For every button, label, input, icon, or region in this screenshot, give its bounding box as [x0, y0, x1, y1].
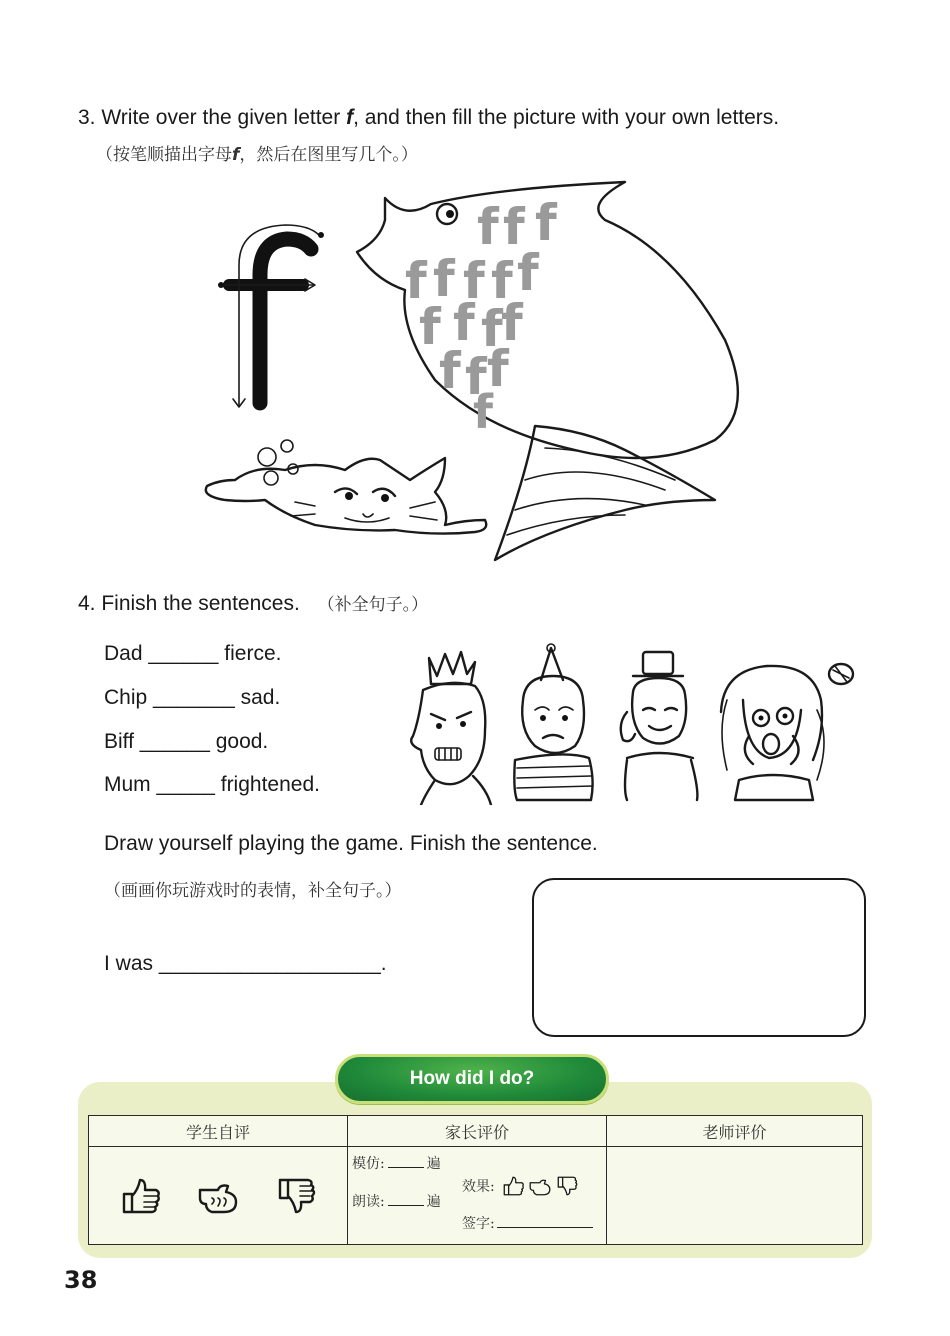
parent-eval-cell	[348, 1147, 607, 1245]
fish-pupil	[446, 210, 454, 218]
svg-text:f: f	[487, 340, 509, 398]
teacher-eval-cell[interactable]	[607, 1147, 863, 1245]
q3-title	[78, 106, 779, 130]
svg-text:f: f	[405, 252, 427, 310]
dad-fierce-face	[411, 652, 491, 805]
imitate-unit: 遍	[426, 1156, 441, 1172]
cat-drawing	[206, 440, 486, 534]
student-self-eval-cell	[89, 1147, 348, 1245]
header-student: 学生自评	[89, 1116, 348, 1147]
svg-text:f: f	[481, 300, 503, 358]
evaluation-table	[88, 1115, 863, 1245]
drawing-box[interactable]	[532, 878, 866, 1037]
effect-thumbs-side-icon[interactable]	[528, 1175, 552, 1197]
read-row	[352, 1191, 441, 1211]
header-parent: 家长评价	[348, 1116, 607, 1147]
q3-subtitle	[96, 140, 418, 165]
q3-title-letter: f	[346, 106, 354, 129]
q3-title-text: 3. Write over the given letter	[78, 106, 341, 129]
character-faces	[395, 640, 865, 805]
svg-text:f: f	[517, 244, 539, 302]
read-count-field[interactable]	[388, 1205, 424, 1206]
svg-text:f: f	[433, 250, 455, 308]
svg-text:f: f	[419, 298, 441, 356]
fish-cat-illustration	[195, 180, 755, 575]
q3-sub-pre: （按笔顺描出字母	[96, 145, 232, 165]
sentence-2[interactable]: Chip _______ sad.	[104, 686, 281, 709]
chip-sad-face	[514, 644, 593, 800]
q4-title	[78, 590, 428, 616]
svg-text:f: f	[465, 348, 487, 406]
effect-row	[462, 1175, 579, 1197]
sentence-3[interactable]: Biff ______ good.	[104, 730, 269, 753]
fish-tail-lines	[507, 448, 675, 535]
fish-tail	[495, 426, 715, 560]
svg-text:f: f	[503, 198, 525, 256]
q3-sub-post: ，然后在图里写几个。）	[239, 145, 418, 165]
q3-sub-letter: f	[232, 145, 240, 165]
sentence-4[interactable]: Mum _____ frightened.	[104, 773, 320, 796]
sign-field[interactable]	[497, 1227, 593, 1228]
fish-filled-letters	[405, 194, 558, 439]
svg-text:f: f	[477, 198, 499, 256]
effect-thumbs-down-icon[interactable]	[555, 1175, 579, 1197]
svg-text:f: f	[439, 342, 461, 400]
imitate-row	[352, 1153, 441, 1173]
q4-subtitle: （补全句子。）	[317, 595, 429, 615]
header-teacher: 老师评价	[607, 1116, 863, 1147]
effect-thumbs-up-icon[interactable]	[501, 1175, 525, 1197]
read-unit: 遍	[426, 1194, 441, 1210]
svg-text:f: f	[453, 294, 475, 352]
draw-subtitle: （画画你玩游戏时的表情，补全句子。）	[104, 881, 402, 901]
evaluation-title: How did I do?	[335, 1054, 609, 1104]
mum-frightened-face	[721, 664, 853, 800]
svg-text:f: f	[535, 194, 557, 252]
effect-label: 效果:	[462, 1179, 495, 1195]
thumbs-up-icon[interactable]	[118, 1176, 162, 1216]
page-number: 38	[64, 1266, 98, 1294]
q4-title-text: 4. Finish the sentences.	[78, 592, 300, 615]
thumbs-down-icon[interactable]	[274, 1176, 318, 1216]
q3-title-rest: , and then fill the picture with your own letters.	[353, 106, 780, 129]
svg-text:f: f	[491, 252, 513, 310]
sentence-1[interactable]: Dad ______ fierce.	[104, 642, 282, 665]
imitate-count-field[interactable]	[388, 1167, 424, 1168]
imitate-label: 模仿:	[352, 1156, 385, 1172]
thumbs-side-icon[interactable]	[196, 1176, 240, 1216]
read-label: 朗读:	[352, 1194, 385, 1210]
sign-row	[462, 1213, 593, 1233]
draw-title: Draw yourself playing the game. Finish the sentence.	[104, 832, 598, 855]
draw-sentence[interactable]: I was ___________________.	[104, 952, 387, 975]
svg-text:f: f	[463, 252, 485, 310]
biff-good-face	[621, 652, 698, 800]
sign-label: 签字:	[462, 1216, 495, 1232]
svg-text:f: f	[473, 385, 494, 439]
svg-text:f: f	[501, 294, 523, 352]
